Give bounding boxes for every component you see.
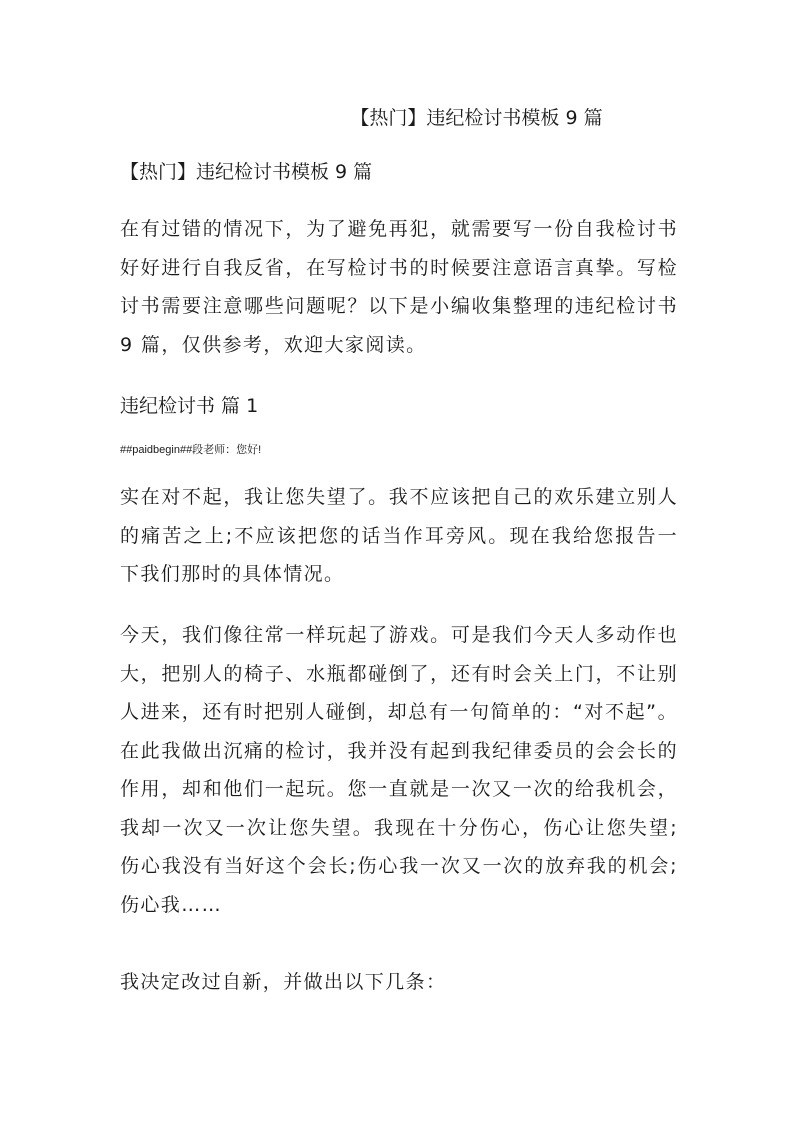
- document-title: 【热门】违纪检讨书模板 9 篇: [350, 107, 603, 129]
- body-paragraph: 我决定改过自新，并做出以下几条：: [120, 971, 447, 993]
- document-subtitle: 【热门】违纪检讨书模板 9 篇: [120, 161, 373, 183]
- body-paragraph: 实在对不起，我让您失望了。我不应该把自己的欢乐建立别人的痛苦之上;不应该把您的话当作耳旁风。现在我给您报告一下我们那时的具体情况。: [120, 486, 678, 585]
- body-paragraph: 今天，我们像往常一样玩起了游戏。可是我们今天人多动作也大，把别人的椅子、水瓶都碰倒了，还有时会关上门，不让别人进来，还有时把别人碰倒，却总有一句简单的：“对不起”。在此我做出沉痛的检讨，我并没有起到我纪律委员的会会长的作用，却和他们一起玩。您一直就是一次又一次的给我机会，我却一次又一次让您失望。我现在十分伤心，伤心让您失望;伤心我没有当好这个会长;伤心我一次又一次的放弃我的机会;伤心我……: [120, 624, 678, 916]
- salutation-line: ##paidbegin##段老师：您好!: [120, 444, 262, 456]
- intro-paragraph: 在有过错的情况下，为了避免再犯，就需要写一份自我检讨书好好进行自我反省，在写检讨书的时候要注意语言真挚。写检讨书需要注意哪些问题呢？以下是小编收集整理的违纪检讨书 9 篇，仅供参考，欢迎大家阅读。: [120, 218, 678, 356]
- section-heading: 违纪检讨书 篇 1: [120, 395, 259, 417]
